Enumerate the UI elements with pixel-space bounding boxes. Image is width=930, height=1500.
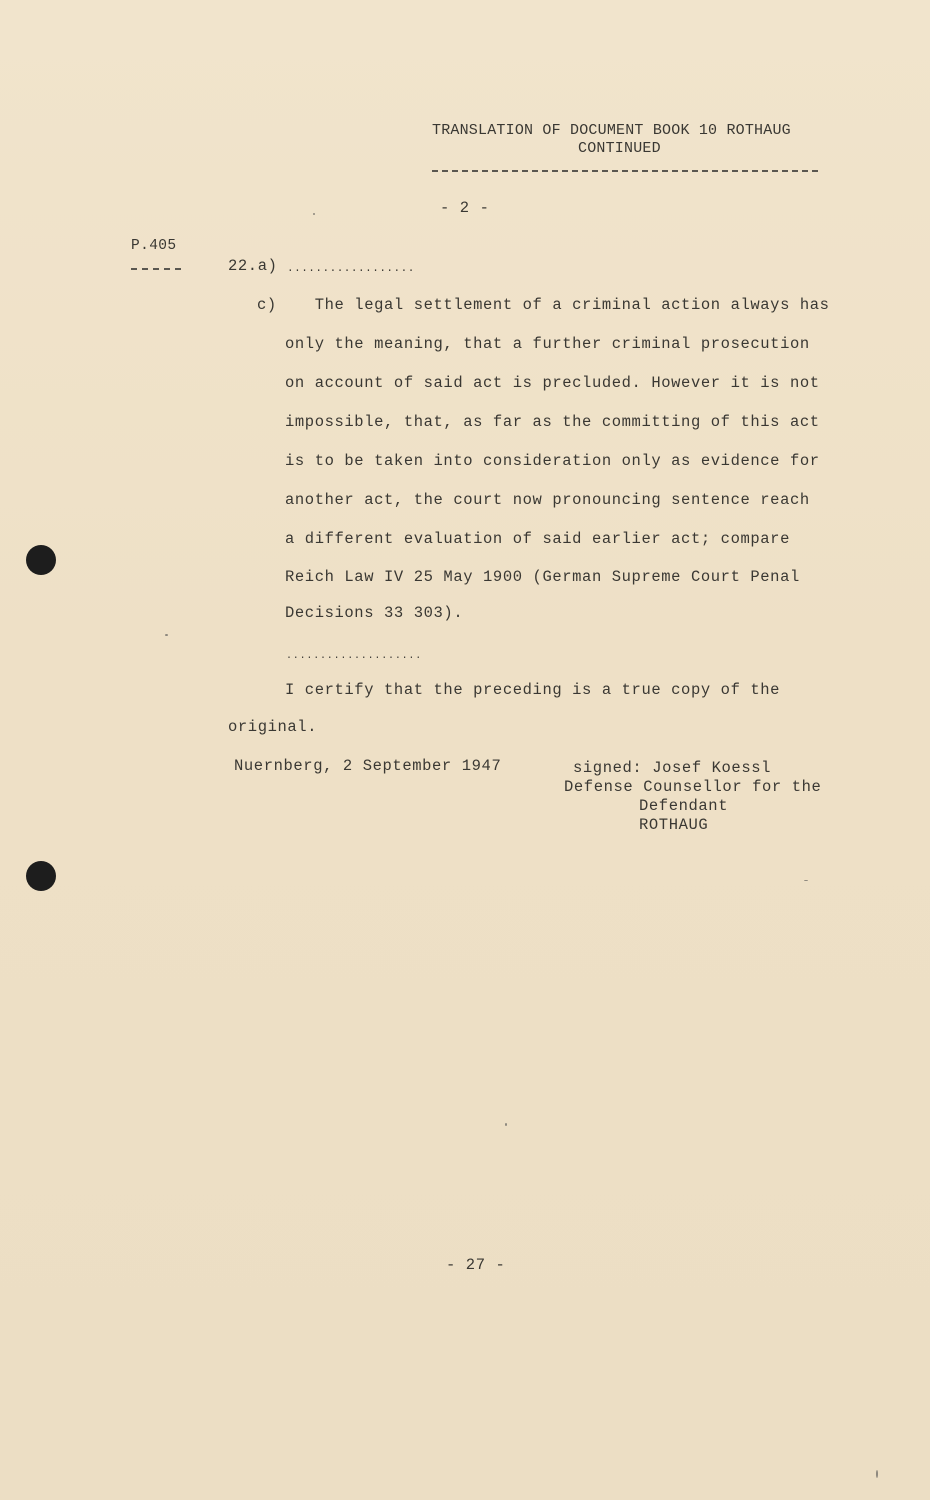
margin-reference: P.405 <box>131 238 177 254</box>
paper-speck <box>165 634 168 636</box>
punch-hole <box>26 861 56 891</box>
para-line: impossible, that, as far as the committing of this act <box>285 413 820 431</box>
ellipsis-row: .................... <box>286 651 423 662</box>
para-line: a different evaluation of said earlier act; compare <box>285 530 790 548</box>
page-number-top: - 2 - <box>440 199 490 217</box>
signature-role: Defense Counsellor for the <box>564 778 822 796</box>
paper-speck <box>505 1123 507 1126</box>
certification-line: original. <box>228 718 318 736</box>
margin-divider <box>131 268 181 270</box>
item-22a-label: 22.a) <box>228 257 278 275</box>
page-number-bottom: - 27 - <box>446 1256 506 1274</box>
para-line: is to be taken into consideration only as evidence for <box>285 452 820 470</box>
place-date: Nuernberg, 2 September 1947 <box>234 757 502 775</box>
certification-line: I certify that the preceding is a true copy of the <box>285 681 781 699</box>
signature-name: signed: Josef Koessl <box>573 759 772 777</box>
para-line: The legal settlement of a criminal action always has <box>285 296 830 314</box>
header-title: TRANSLATION OF DOCUMENT BOOK 10 ROTHAUG <box>432 122 791 139</box>
header-subtitle: CONTINUED <box>578 140 661 157</box>
signature-role: Defendant <box>639 797 729 815</box>
paper-speck <box>804 880 808 881</box>
para-line: on account of said act is precluded. However it is not <box>285 374 820 392</box>
signature-role: ROTHAUG <box>639 816 709 834</box>
item-c-label: c) <box>257 296 277 314</box>
para-line: Decisions 33 303). <box>285 604 464 622</box>
para-line: Reich Law IV 25 May 1900 (German Supreme Court Penal <box>285 568 800 586</box>
header-rule <box>432 170 818 172</box>
ellipsis-row: .................. <box>287 263 415 275</box>
paper-speck <box>876 1470 878 1478</box>
para-line: only the meaning, that a further criminal prosecution <box>285 335 810 353</box>
para-line: another act, the court now pronouncing sentence reach <box>285 491 810 509</box>
punch-hole <box>26 545 56 575</box>
paper-speck <box>313 213 315 215</box>
